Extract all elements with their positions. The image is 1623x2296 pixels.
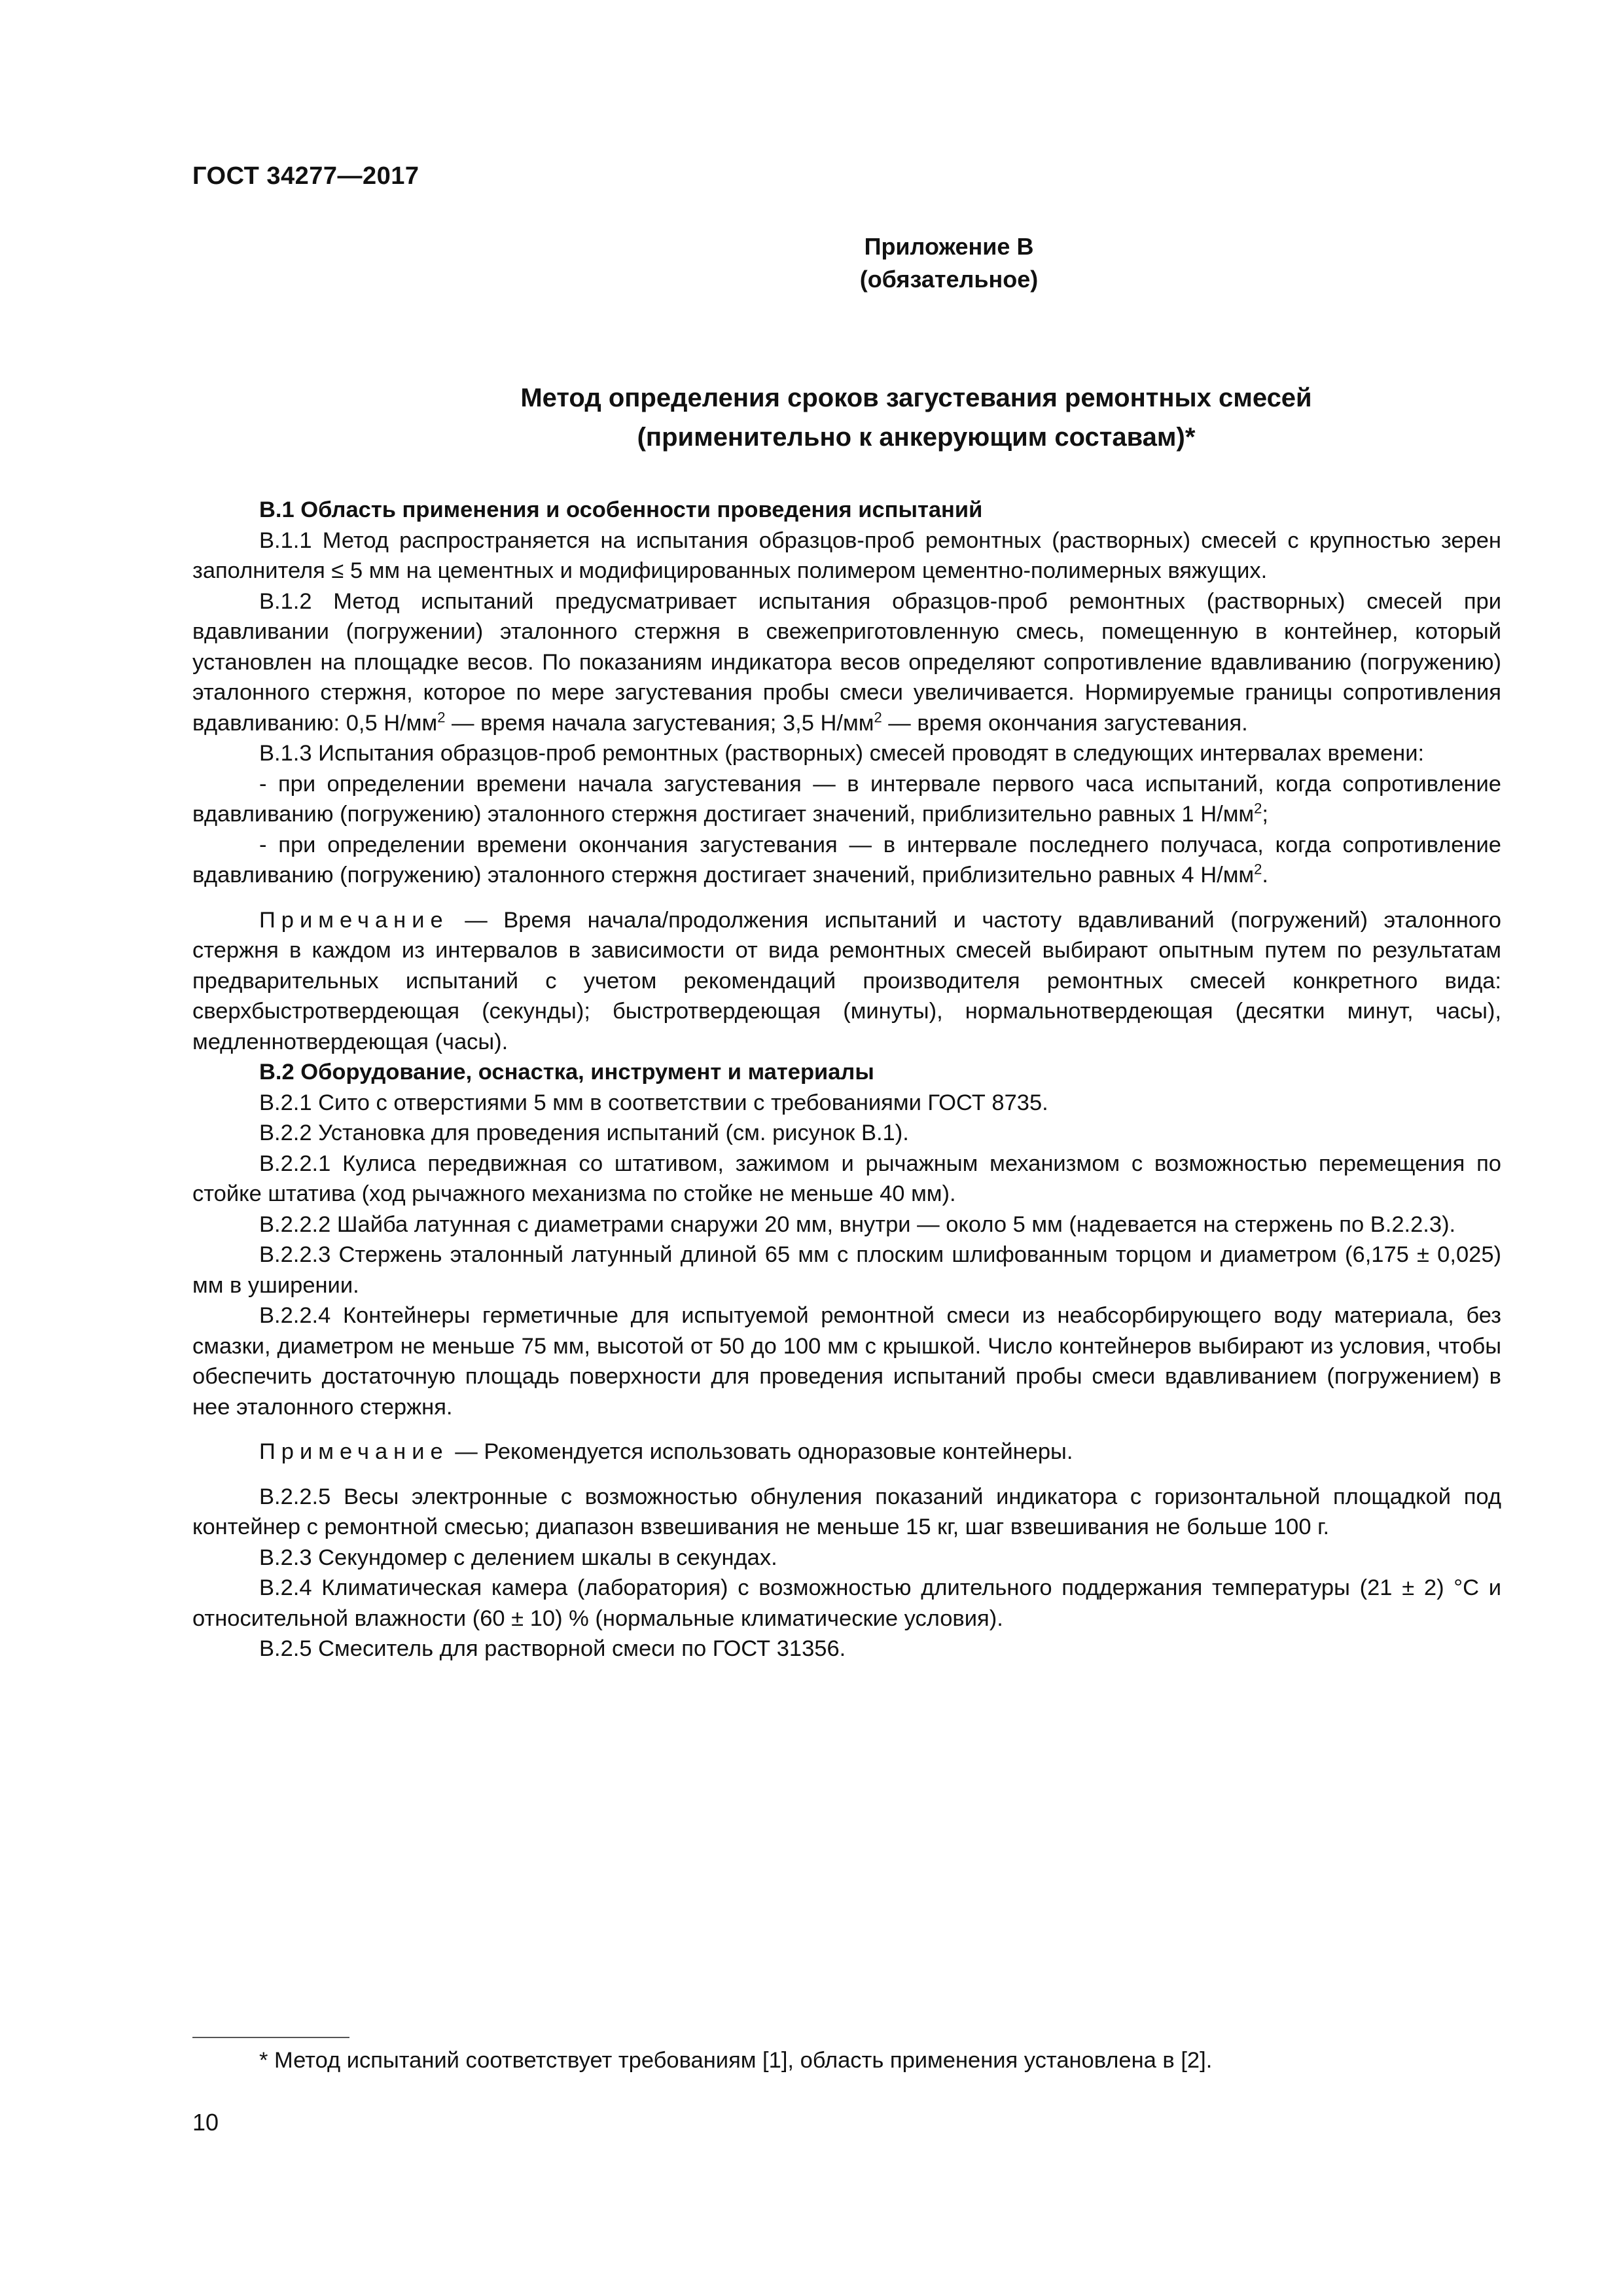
paragraph-b2-2: В.2.2 Установка для проведения испытаний (см. рисунок В.1).: [259, 1121, 909, 1145]
paragraph-b2-2-4: В.2.2.4 Контейнеры герметичные для испытуемой ремонтной смеси из неабсорбирующего воду материала, без смазки, диаметром не меньше 75 мм, высотой от 50 до 100 мм с крышкой. Число контейнеров выбирают из условия, чтобы обеспечить достаточную площадь поверхности для проведения испытаний пробы смеси вдавливанием (погружением) в нее эталонного стержня.: [192, 1303, 1501, 1420]
paragraph-b1-1: В.1.1 Метод распространяется на испытания образцов-проб ремонтных (растворных) смесей с крупностью зерен заполнителя ≤ 5 мм на цементных и модифицированных полимером цементно-полимерных вяжущих.: [192, 528, 1501, 583]
paragraph-b1-2: [192, 586, 1501, 739]
annex-heading: [654, 230, 1243, 296]
list-item: [192, 830, 1501, 891]
list-item-text: - при определении времени начала загустевания — в интервале первого часа испытаний, когда сопротивление вдавливанию (погружению) эталонного стержня достигает значений, приблизительно равных 1 Н/мм: [192, 771, 1501, 827]
paragraph-b2-5: В.2.5 Смеситель для растворной смеси по ГОСТ 31356.: [259, 1636, 846, 1661]
paragraph-b2-1: В.2.1 Сито с отверстиями 5 мм в соответствии с требованиями ГОСТ 8735.: [259, 1090, 1048, 1115]
list-item-text: - при определении времени окончания загустевания — в интервале последнего получаса, когда сопротивление вдавливанию (погружению) эталонного стержня достигает значений, приблизительно равных 4 Н/мм: [192, 832, 1501, 888]
list-item: [192, 769, 1501, 830]
list-item-text-end: ;: [1262, 802, 1268, 827]
list-item-text-end: .: [1262, 863, 1268, 888]
method-title-line1: Метод определения сроков загустевания ремонтных смесей: [520, 384, 1312, 412]
annex-status: (обязательное): [859, 266, 1039, 293]
paragraph-b2-2-3: В.2.2.3 Стержень эталонный латунный длиной 65 мм с плоским шлифованным торцом и диаметром (6,175 ± 0,025) мм в уширении.: [192, 1242, 1501, 1298]
paragraph-b2-2-5: В.2.2.5 Весы электронные с возможностью обнуления показаний индикатора с горизонтальной площадкой под контейнер с ремонтной смесью; диапазон взвешивания не меньше 15 кг, шаг взвешивания не больше 100 г.: [192, 1484, 1501, 1539]
note-2: [192, 1437, 1501, 1467]
paragraph-b1-2-text-a: В.1.2 Метод испытаний предусматривает испытания образцов-проб ремонтных (растворных) смесей при вдавливании (погружении) эталонного стержня в свежеприготовленную смесь, помещенную в контейнер, который установлен на площадке весов. По показаниям индикатора весов определяют сопротивление вдавливанию (погружению) эталонного стержня, которое по мере загустевания пробы смеси увеличивается. Нормируемые границы сопротивления вдавливанию: 0,5 Н/мм: [192, 588, 1501, 736]
superscript: 2: [874, 709, 882, 725]
note-label: Примечание: [259, 1439, 449, 1464]
footnote-divider: [192, 2037, 349, 2038]
method-title: [340, 378, 1492, 457]
note-text: — Время начала/продолжения испытаний и частоту вдавливаний (погружений) эталонного стержня в каждом из интервалов в зависимости от вида ремонтных смесей выбирают опытным путем по результатам предварительных испытаний с учетом рекомендаций производителя ремонтных смесей конкретного вида: сверхбыстротвердеющая (секунды); быстротвердеющая (минуты), нормальнотвердеющая (десятки минут, часы), медленнотвердеющая (часы).: [192, 907, 1501, 1054]
footnote: * Метод испытаний соответствует требованиям [1], область применения установлена в [2].: [259, 2048, 1213, 2073]
note-1: [192, 905, 1501, 1058]
superscript: 2: [437, 709, 446, 725]
page-number: 10: [192, 2109, 219, 2136]
document-body: [192, 495, 1501, 1664]
note-label: Примечание: [259, 907, 449, 933]
paragraph-b1-2-text-b: — время начала загустевания; 3,5 Н/мм: [445, 710, 874, 736]
paragraph-b1-3: В.1.3 Испытания образцов-проб ремонтных (растворных) смесей проводят в следующих интервалах времени:: [259, 741, 1425, 766]
annex-title: Приложение В: [864, 233, 1034, 260]
paragraph-b2-3: В.2.3 Секундомер с делением шкалы в секундах.: [259, 1545, 777, 1570]
section-heading-b1: В.1 Область применения и особенности проведения испытаний: [259, 497, 983, 522]
note-text: — Рекомендуется использовать одноразовые контейнеры.: [448, 1439, 1073, 1464]
paragraph-b2-4: В.2.4 Климатическая камера (лаборатория) с возможностью длительного поддержания температуры (21 ± 2) °С и относительной влажности (60 ± 10) % (нормальные климатические условия).: [192, 1575, 1501, 1631]
section-heading-b2: В.2 Оборудование, оснастка, инструмент и материалы: [259, 1060, 874, 1085]
superscript: 2: [1254, 800, 1262, 817]
method-title-line2: (применительно к анкерующим составам)*: [637, 423, 1196, 452]
document-header: ГОСТ 34277—2017: [192, 162, 419, 190]
superscript: 2: [1254, 861, 1262, 878]
paragraph-b1-2-text-c: — время окончания загустевания.: [882, 710, 1248, 736]
paragraph-b2-2-2: В.2.2.2 Шайба латунная с диаметрами снаружи 20 мм, внутри — около 5 мм (надевается на стержень по В.2.2.3).: [259, 1211, 1456, 1237]
paragraph-b2-2-1: В.2.2.1 Кулиса передвижная со штативом, зажимом и рычажным механизмом с возможностью перемещения по стойке штатива (ход рычажного механизма по стойке не меньше 40 мм).: [192, 1151, 1501, 1206]
